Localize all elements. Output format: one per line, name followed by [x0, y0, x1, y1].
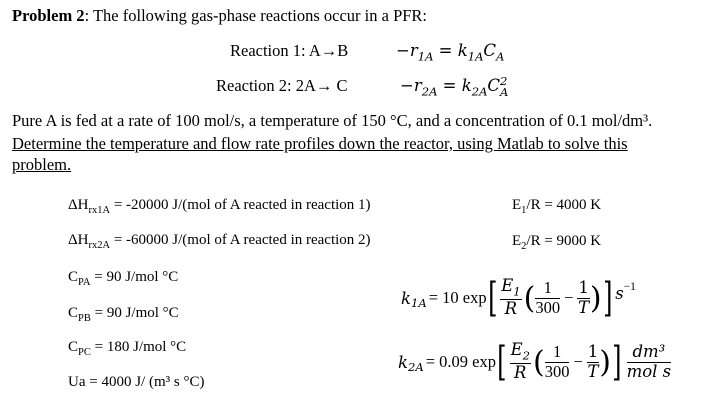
problem-heading [12, 6, 427, 26]
k1-prefactor: = 10 exp [428, 288, 487, 307]
left-paren-icon: ( [523, 280, 536, 316]
k2-one: 1 [545, 344, 570, 363]
k2-e-sub: 2 [522, 348, 530, 363]
left-bracket-icon: [ [487, 275, 498, 321]
right-bracket-icon: ] [612, 339, 622, 385]
param-value: = 180 J/mol °C [90, 339, 187, 355]
k1-one: 1 [578, 278, 589, 297]
task-statement-line-1: Determine the temperature and flow rate profiles down the reactor, using Matlab to solve this [12, 134, 628, 153]
k1-symbol: k [401, 288, 411, 308]
rate-rhs: = k [442, 76, 472, 95]
param-sub: rx1A [88, 205, 111, 216]
rate-tail-sub: A [496, 49, 505, 64]
param-ua [68, 374, 204, 391]
k1-e: E [501, 276, 514, 296]
param-value: = -20000 J/(mol of A reacted in reaction 1) [110, 197, 371, 213]
param-value: /R = 9000 K [526, 233, 602, 249]
param-value: = 4000 J/ (m³ s °C) [85, 374, 205, 390]
k1-e-sub: 1 [513, 284, 521, 299]
param-symbol: C [68, 269, 79, 285]
rate-tail: C [487, 76, 501, 95]
minus-sign: − [564, 288, 574, 307]
right-bracket-icon: ] [602, 275, 613, 321]
k2-inverse-t0 [545, 344, 570, 380]
k2-r: R [514, 363, 527, 383]
rate-lhs: −r [400, 76, 422, 95]
left-paren-icon: ( [532, 344, 545, 380]
param-e1-over-r [512, 197, 601, 216]
k1-t0: 300 [535, 297, 561, 317]
k2-activation-fraction [510, 342, 531, 381]
param-dh-rx2a [68, 232, 371, 251]
k1-units-sup: −1 [623, 281, 636, 293]
param-sub: PB [78, 313, 91, 324]
k2-symbol: k [398, 352, 408, 372]
param-sub: PA [78, 277, 91, 288]
problem-intro: : The following gas-phase reactions occur in a PFR: [84, 6, 428, 25]
rate-lhs-sub: 1A [417, 49, 434, 64]
param-cpa [68, 269, 178, 288]
left-bracket-icon: [ [497, 339, 507, 385]
k2-prefactor: = 0.09 exp [425, 352, 496, 371]
k1-t: T [578, 297, 590, 317]
reaction-2-rate-law [400, 76, 508, 98]
right-paren-icon: ) [589, 280, 602, 316]
param-symbol: E [512, 233, 522, 249]
k1-units: s [615, 283, 624, 303]
k2-inverse-t [587, 344, 600, 380]
k2-units-num: dm³ [627, 344, 672, 363]
reaction-1-name: Reaction 1: A→B [230, 41, 349, 60]
rate-tail-scripts [500, 76, 508, 97]
param-symbol: ΔH [68, 197, 89, 213]
param-value: = 90 J/mol °C [90, 269, 179, 285]
param-symbol: C [68, 305, 79, 321]
param-value: /R = 4000 K [526, 197, 602, 213]
problem-label: Problem 2 [12, 6, 85, 25]
k1-activation-fraction [500, 278, 521, 317]
minus-sign: − [573, 352, 583, 371]
k2-e: E [510, 340, 523, 360]
rate-rhs-sub: 2A [471, 84, 488, 99]
rate-tail: C [483, 41, 497, 60]
param-value: = -60000 J/(mol of A reacted in reaction 2) [110, 232, 371, 248]
k1-sub: 1A [411, 296, 427, 310]
rate-rhs-sub: 1A [467, 49, 484, 64]
param-cpb [68, 305, 179, 324]
k1-inverse-t [577, 280, 590, 316]
k1-one: 1 [535, 280, 560, 299]
k1-r: R [504, 299, 518, 319]
param-cpc [68, 339, 186, 358]
k2-one: 1 [587, 342, 599, 361]
k1-equation [401, 272, 636, 324]
right-paren-icon: ) [599, 344, 611, 380]
param-symbol: C [68, 339, 79, 355]
reaction-2-name: Reaction 2: 2A→ C [216, 76, 348, 95]
param-e2-over-r [512, 233, 601, 252]
rate-lhs-sub: 2A [421, 84, 438, 99]
k2-t: T [587, 361, 599, 381]
param-sub: 1 [521, 205, 527, 216]
rate-tail-sub: A [500, 84, 509, 99]
param-value: = 90 J/mol °C [90, 305, 179, 321]
k2-sub: 2A [408, 360, 424, 374]
k2-equation [398, 336, 671, 388]
feed-statement: Pure A is fed at a rate of 100 mol/s, a temperature of 150 °C, and a concentration of 0.1 mol/dm³. [12, 111, 653, 130]
param-symbol: E [512, 197, 522, 213]
k2-units-den: mol s [626, 361, 672, 381]
param-sub: rx2A [88, 240, 111, 251]
rate-lhs: −r [396, 41, 418, 60]
k1-inverse-t0 [535, 280, 560, 316]
param-sub: PC [78, 347, 91, 358]
param-symbol: ΔH [68, 232, 89, 248]
k2-units [627, 344, 672, 380]
param-symbol: Ua [68, 374, 86, 390]
task-statement-line-2: problem. [12, 155, 72, 174]
k2-t0: 300 [544, 361, 570, 381]
param-sub: 2 [521, 241, 527, 252]
rate-rhs: = k [438, 41, 468, 60]
param-dh-rx1a [68, 197, 371, 216]
rate-tail-sup: 2 [500, 74, 508, 89]
reaction-1-rate-law [396, 41, 504, 63]
